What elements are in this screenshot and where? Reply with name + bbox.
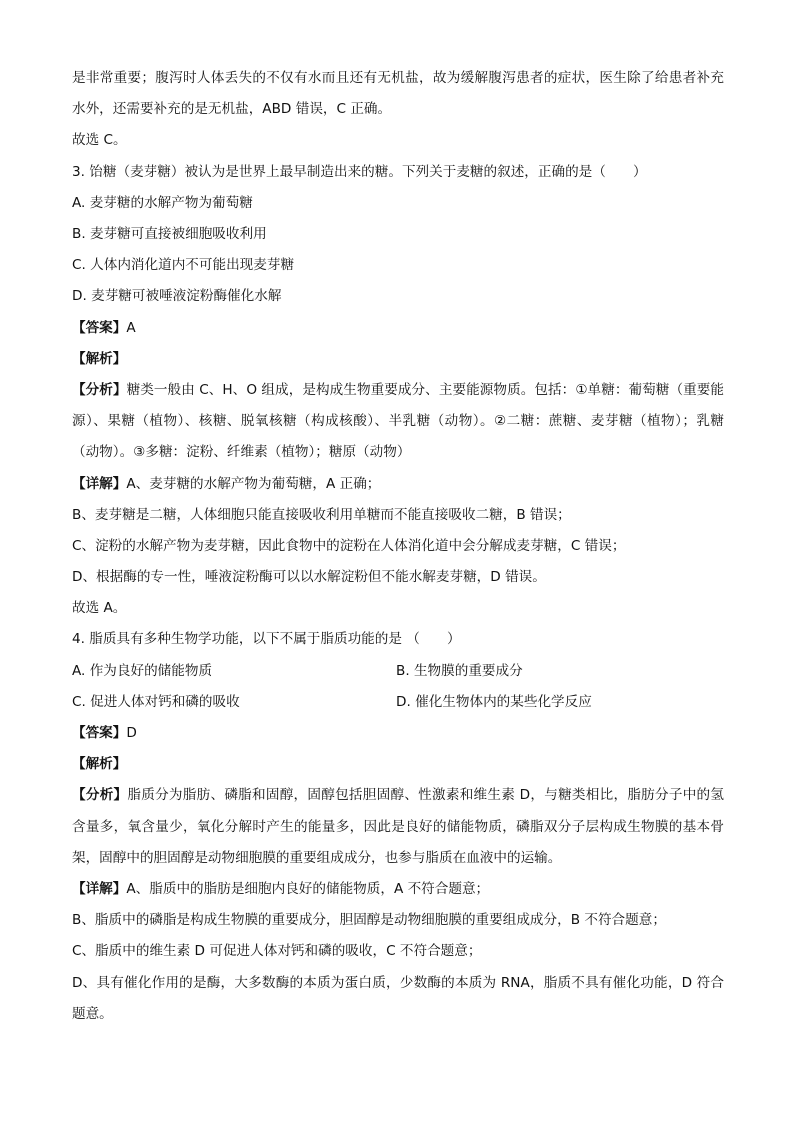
prev-question-text: 是非常重要；腹泻时人体丢失的不仅有水而且还有无机盐，故为缓解腹泻患者的症状，医生除了给患者补充水外，还需要补充的是无机盐，ABD 错误，C 正确。 [72,70,724,118]
q4-analysis-tag: 【解析】 [72,756,127,773]
detail-text: A、脂质中的脂肪是细胞内良好的储能物质，A 不符合题意； [126,881,490,897]
q4-option-b: B. 生物膜的重要成分 [396,662,523,679]
fenxi-tag: 【分析】 [72,381,127,398]
fenxi-tag: 【分析】 [72,787,128,804]
q4-fenxi [72,780,724,874]
q4-options-row-1 [72,656,724,687]
answer-tag: 【答案】 [72,725,127,742]
q3-conclusion: 故选 A。 [72,600,127,617]
q3-detail-a [72,469,724,500]
fenxi-text: 脂质分为脂肪、磷脂和固醇，固醇包括胆固醇、性激素和维生素 D，与糖类相比，脂肪分子中的氢含量多，氧含量少，氧化分解时产生的能量多，因此是良好的储能物质，磷脂双分子层构成生物膜的基本骨架，固醇中的胆固醇是动物细胞膜的重要组成成分，也参与脂质在血液中的运输。 [72,787,724,866]
q3-option-c: C. 人体内消化道内不可能出现麦芽糖 [72,257,295,274]
q4-detail-b: B、脂质中的磷脂是构成生物膜的重要成分，胆固醇是动物细胞膜的重要组成成分，B 不符合题意； [72,912,666,929]
q4-answer [72,718,724,749]
q3-detail-c: C、淀粉的水解产物为麦芽糖，因此食物中的淀粉在人体消化道中会分解成麦芽糖，C 错误； [72,537,626,554]
answer-tag: 【答案】 [72,319,127,336]
fenxi-text: 糖类一般由 C、H、O 组成，是构成生物重要成分、主要能源物质。包括：①单糖：葡萄糖（重要能源）、果糖（植物）、核糖、脱氧核糖（构成核酸）、半乳糖（动物）。②二糖：蔗糖、麦芽糖（植物）；乳糖（动物）。③多糖：淀粉、纤维素（植物）；糖原（动物） [72,381,724,461]
answer-value: D [126,725,137,742]
prev-conclusion: 故选 C。 [72,132,127,149]
q4-detail-a [72,874,724,905]
q3-detail-b: B、麦芽糖是二糖，人体细胞只能直接吸收利用单糖而不能直接吸收二糖，B 错误； [72,506,571,523]
q4-option-a: A. 作为良好的储能物质 [72,662,213,679]
q4-options-row-2 [72,687,724,718]
detail-text: A、麦芽糖的水解产物为葡萄糖，A 正确； [126,475,381,492]
q3-option-a: A. 麦芽糖的水解产物为葡萄糖 [72,194,253,211]
q3-option-d: D. 麦芽糖可被唾液淀粉酶催化水解 [72,288,282,305]
q4-option-c: C. 促进人体对钙和磷的吸收 [72,693,240,710]
q3-detail-d: D、根据酶的专一性，唾液淀粉酶可以以水解淀粉但不能水解麦芽糖，D 错误。 [72,569,546,586]
q3-stem: 3. 饴糖（麦芽糖）被认为是世界上最早制造出来的糖。下列关于麦糖的叙述，正确的是（ ） [72,163,647,180]
q4-detail-c: C、脂质中的维生素 D 可促进人体对钙和磷的吸收，C 不符合题意； [72,943,482,960]
q3-analysis-tag: 【解析】 [72,350,127,367]
q4-detail-d: D、具有催化作用的是酶，大多数酶的本质为蛋白质，少数酶的本质为 RNA，脂质不具有催化功能，D 符合题意。 [72,974,724,1022]
answer-value: A [126,319,136,336]
q4-stem: 4. 脂质具有多种生物学功能，以下不属于脂质功能的是 （ ） [72,631,461,648]
xiangjie-tag: 【详解】 [72,475,127,492]
xiangjie-tag: 【详解】 [72,881,127,897]
q3-option-b: B. 麦芽糖可直接被细胞吸收利用 [72,225,267,242]
q3-fenxi [72,375,724,469]
q3-answer [72,313,724,344]
q4-option-d: D. 催化生物体内的某些化学反应 [396,693,592,710]
